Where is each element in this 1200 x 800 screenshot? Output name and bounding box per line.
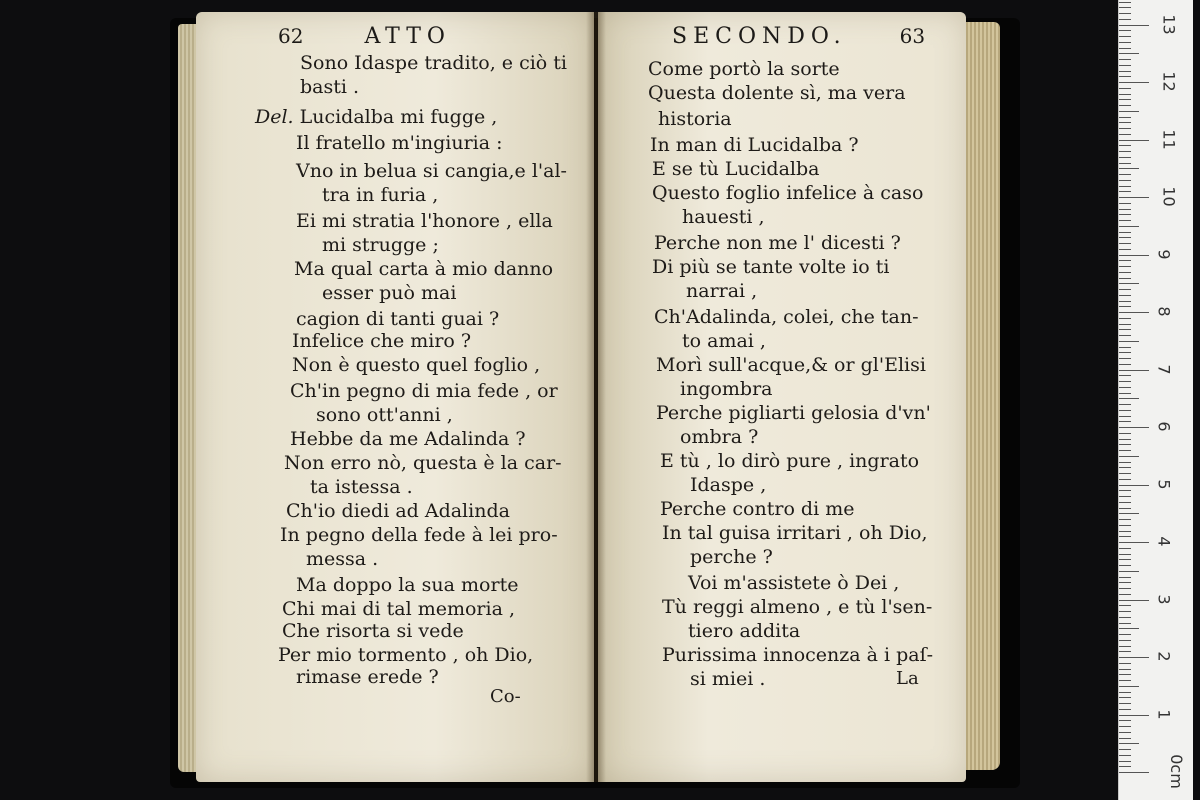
ruler-tick bbox=[1119, 36, 1131, 37]
ruler-tick bbox=[1119, 306, 1131, 307]
ruler-tick bbox=[1119, 163, 1131, 164]
ruler-tick bbox=[1119, 13, 1131, 14]
verse-text: Di più se tante volte io ti bbox=[652, 256, 890, 278]
verse-text: cagion di tanti guai ? bbox=[296, 308, 500, 330]
ruler-tick bbox=[1119, 249, 1131, 250]
text-line bbox=[290, 380, 558, 402]
ruler-tick bbox=[1119, 370, 1149, 371]
page-number-right: 63 bbox=[899, 24, 926, 48]
verse-text: Chi mai di tal memoria , bbox=[282, 598, 515, 620]
ruler-tick bbox=[1119, 76, 1131, 77]
catchword-left: Co- bbox=[490, 686, 521, 707]
ruler-tick bbox=[1119, 122, 1131, 123]
ruler-tick bbox=[1119, 680, 1131, 681]
ruler-tick bbox=[1119, 519, 1131, 520]
ruler-tick bbox=[1119, 174, 1131, 175]
ruler-tick bbox=[1119, 128, 1131, 129]
ruler-label: 9 bbox=[1154, 248, 1174, 260]
ruler-tick bbox=[1119, 703, 1131, 704]
ruler-label: 7 bbox=[1154, 363, 1174, 375]
ruler-tick bbox=[1119, 651, 1131, 652]
ruler-tick bbox=[1119, 381, 1131, 382]
ruler-tick bbox=[1119, 732, 1131, 733]
verse-text: Idaspe , bbox=[690, 474, 767, 496]
book-gutter bbox=[586, 12, 606, 782]
text-line bbox=[310, 476, 413, 498]
verse-text: Come portò la sorte bbox=[648, 58, 840, 80]
text-line bbox=[296, 666, 439, 688]
text-line bbox=[654, 232, 901, 254]
ruler-tick bbox=[1119, 508, 1131, 509]
text-line bbox=[296, 160, 567, 182]
ruler-tick bbox=[1119, 525, 1131, 526]
catchword-right: La bbox=[896, 668, 919, 689]
ruler-tick bbox=[1119, 220, 1131, 221]
ruler-tick bbox=[1119, 393, 1131, 394]
ruler-tick bbox=[1119, 197, 1149, 198]
ruler-tick bbox=[1119, 467, 1131, 468]
ruler-tick bbox=[1119, 571, 1139, 572]
right-page-header bbox=[672, 24, 925, 49]
verse-text: tra in furia , bbox=[322, 184, 439, 206]
text-line bbox=[294, 258, 553, 280]
ruler-tick bbox=[1119, 554, 1131, 555]
ruler-tick bbox=[1119, 761, 1131, 762]
ruler-tick bbox=[1119, 462, 1131, 463]
ruler-label: 1 bbox=[1154, 708, 1174, 720]
ruler-tick bbox=[1119, 243, 1131, 244]
ruler-tick bbox=[1119, 364, 1131, 365]
ruler-tick bbox=[1119, 548, 1131, 549]
ruler-tick bbox=[1119, 617, 1131, 618]
verse-text: Ch'io diedi ad Adalinda bbox=[286, 500, 510, 522]
text-line bbox=[662, 644, 933, 666]
ruler-tick bbox=[1119, 686, 1139, 687]
ruler-tick bbox=[1119, 186, 1131, 187]
ruler-tick bbox=[1119, 674, 1131, 675]
ruler-tick bbox=[1119, 628, 1139, 629]
verse-text: esser può mai bbox=[322, 282, 457, 304]
verse-text: ta istessa . bbox=[310, 476, 413, 498]
verse-text: Vno in belua si cangia,e l'al- bbox=[296, 160, 567, 182]
ruler-tick bbox=[1119, 2, 1131, 3]
verse-text: Hebbe da me Adalinda ? bbox=[290, 428, 526, 450]
text-line bbox=[300, 76, 359, 98]
ruler-tick bbox=[1119, 479, 1131, 480]
text-line bbox=[654, 306, 919, 328]
ruler-tick bbox=[1119, 145, 1131, 146]
ruler-tick bbox=[1119, 565, 1131, 566]
verse-text: Tù reggi almeno , e tù l'sen- bbox=[662, 596, 933, 618]
ruler-tick bbox=[1119, 404, 1131, 405]
ruler-tick bbox=[1119, 588, 1131, 589]
running-head-right: SECONDO. bbox=[672, 24, 847, 49]
verse-text: Ch'in pegno di mia fede , or bbox=[290, 380, 558, 402]
ruler-tick bbox=[1119, 692, 1131, 693]
verse-text: Perche non me l' dicesti ? bbox=[654, 232, 901, 254]
text-line bbox=[650, 134, 859, 156]
ruler-label: 8 bbox=[1154, 306, 1174, 317]
ruler-tick bbox=[1119, 214, 1131, 215]
text-line bbox=[278, 644, 533, 666]
ruler-tick bbox=[1119, 485, 1149, 486]
ruler-tick bbox=[1119, 191, 1131, 192]
ruler-label: 11 bbox=[1159, 128, 1179, 150]
verse-text: Sono Idaspe tradito, e ciò ti bbox=[300, 52, 567, 74]
text-line bbox=[290, 428, 526, 450]
text-line bbox=[652, 158, 819, 180]
ruler-tick bbox=[1119, 19, 1131, 20]
text-line bbox=[300, 52, 567, 74]
ruler-tick bbox=[1119, 375, 1131, 376]
text-line bbox=[682, 206, 765, 228]
text-line bbox=[296, 308, 499, 330]
text-line bbox=[656, 354, 926, 376]
text-line bbox=[296, 132, 503, 154]
ruler-tick bbox=[1119, 82, 1149, 83]
ruler-tick bbox=[1119, 623, 1131, 624]
ruler-tick bbox=[1119, 105, 1131, 106]
text-line bbox=[652, 182, 923, 204]
ruler-tick bbox=[1119, 738, 1131, 739]
ruler-tick bbox=[1119, 715, 1149, 716]
text-line bbox=[686, 280, 757, 302]
ruler-label: 12 bbox=[1159, 71, 1179, 92]
ruler-tick bbox=[1119, 439, 1131, 440]
ruler-tick bbox=[1119, 318, 1131, 319]
verse-text: Ma doppo la sua morte bbox=[296, 574, 519, 596]
text-line bbox=[306, 548, 378, 570]
verse-text: perche ? bbox=[690, 546, 773, 568]
ruler-tick bbox=[1119, 749, 1131, 750]
ruler-tick bbox=[1119, 450, 1131, 451]
ruler-tick bbox=[1119, 669, 1131, 670]
ruler-tick bbox=[1119, 324, 1131, 325]
verse-text: basti . bbox=[300, 76, 360, 98]
text-line bbox=[282, 620, 464, 642]
ruler-label: 6 bbox=[1154, 421, 1174, 432]
ruler-label: 10 bbox=[1159, 186, 1179, 207]
ruler-tick bbox=[1119, 237, 1131, 238]
ruler-tick bbox=[1119, 720, 1131, 721]
ruler-tick bbox=[1119, 289, 1131, 290]
text-line bbox=[286, 500, 510, 522]
ruler-label: 2 bbox=[1154, 651, 1174, 662]
verse-text: In pegno della fede à lei pro- bbox=[280, 524, 558, 546]
ruler-tick bbox=[1119, 255, 1149, 256]
text-line bbox=[658, 108, 732, 130]
ruler-tick bbox=[1119, 766, 1131, 767]
ruler-tick bbox=[1119, 341, 1139, 342]
ruler-tick bbox=[1119, 88, 1131, 89]
text-line bbox=[688, 620, 800, 642]
ruler-tick bbox=[1119, 456, 1139, 457]
text-line bbox=[322, 234, 439, 256]
verse-text: sono ott'anni , bbox=[316, 404, 453, 426]
ruler-tick bbox=[1119, 168, 1139, 169]
text-line bbox=[284, 452, 562, 474]
ruler-tick bbox=[1119, 151, 1131, 152]
ruler-tick bbox=[1119, 295, 1131, 296]
ruler-tick bbox=[1119, 490, 1131, 491]
verse-text: E tù , lo dirò pure , ingrato bbox=[660, 450, 920, 472]
verse-text: Morì sull'acque,& or gl'Elisi bbox=[656, 354, 926, 376]
ruler-tick bbox=[1119, 536, 1131, 537]
ruler-tick bbox=[1119, 559, 1131, 560]
ruler-tick bbox=[1119, 134, 1131, 135]
ruler-tick bbox=[1119, 278, 1131, 279]
verse-text: Non erro nò, questa è la car- bbox=[284, 452, 562, 474]
ruler-label: 13 bbox=[1159, 13, 1179, 35]
ruler-tick bbox=[1119, 634, 1131, 635]
verse-text: ombra ? bbox=[680, 426, 759, 448]
verse-text: In tal guisa irritari , oh Dio, bbox=[662, 522, 928, 544]
verse-text: Ma qual carta à mio danno bbox=[294, 258, 554, 280]
left-page-header bbox=[278, 24, 451, 49]
verse-text: to amai , bbox=[682, 330, 766, 352]
ruler-tick bbox=[1119, 42, 1131, 43]
verse-text: si miei . bbox=[690, 668, 766, 690]
ruler-label: 5 bbox=[1154, 478, 1174, 490]
ruler-tick bbox=[1119, 352, 1131, 353]
verse-text: ingombra bbox=[680, 378, 773, 400]
ruler-tick bbox=[1119, 427, 1149, 428]
ruler-label: 3 bbox=[1154, 593, 1174, 605]
text-line bbox=[660, 498, 854, 520]
text-line bbox=[316, 404, 453, 426]
ruler-tick bbox=[1119, 335, 1131, 336]
ruler-tick bbox=[1119, 59, 1131, 60]
text-line bbox=[652, 256, 889, 278]
ruler-tick bbox=[1119, 266, 1131, 267]
measuring-ruler bbox=[1118, 0, 1193, 800]
verse-text: Lucidalba mi fugge , bbox=[299, 106, 498, 128]
text-line bbox=[680, 378, 773, 400]
ruler-tick bbox=[1119, 48, 1131, 49]
verse-text: Il fratello m'ingiuria : bbox=[296, 132, 503, 154]
verse-text: Per mio tormento , oh Dio, bbox=[278, 644, 534, 666]
text-line bbox=[690, 474, 766, 496]
ruler-tick bbox=[1119, 755, 1131, 756]
ruler-tick bbox=[1119, 157, 1131, 158]
verse-text: historia bbox=[658, 108, 732, 130]
ruler-tick bbox=[1119, 496, 1131, 497]
verse-text: narrai , bbox=[686, 280, 758, 302]
verse-text: Perche contro di me bbox=[660, 498, 855, 520]
ruler-tick bbox=[1119, 410, 1131, 411]
ruler-label: 4 bbox=[1154, 536, 1174, 547]
ruler-tick bbox=[1119, 358, 1131, 359]
verse-text: In man di Lucidalba ? bbox=[650, 134, 859, 156]
ruler-tick bbox=[1119, 421, 1131, 422]
ruler-tick bbox=[1119, 582, 1131, 583]
ruler-tick bbox=[1119, 697, 1131, 698]
ruler-tick bbox=[1119, 30, 1131, 31]
ruler-tick bbox=[1119, 111, 1139, 112]
ruler-tick bbox=[1119, 180, 1131, 181]
ruler-tick bbox=[1119, 646, 1131, 647]
verse-text: Purissima innocenza à i paſ- bbox=[662, 644, 934, 666]
ruler-tick bbox=[1119, 71, 1131, 72]
ruler-tick bbox=[1119, 65, 1131, 66]
ruler-tick bbox=[1119, 117, 1131, 118]
verse-text: Questo foglio infelice à caso bbox=[652, 182, 924, 204]
ruler-tick bbox=[1119, 329, 1131, 330]
ruler-tick bbox=[1119, 605, 1131, 606]
ruler-tick bbox=[1119, 473, 1131, 474]
ruler-tick bbox=[1119, 577, 1131, 578]
ruler-tick bbox=[1119, 433, 1131, 434]
ruler-tick bbox=[1119, 398, 1139, 399]
ruler-tick bbox=[1119, 772, 1149, 773]
ruler-tick bbox=[1119, 99, 1131, 100]
text-line bbox=[656, 402, 931, 424]
text-line bbox=[322, 282, 456, 304]
verse-text: mi strugge ; bbox=[322, 234, 439, 256]
ruler-tick bbox=[1119, 140, 1149, 141]
verse-text: Perche pigliarti gelosia d'vn' bbox=[656, 402, 931, 424]
ruler-tick bbox=[1119, 513, 1139, 514]
verse-text: Che risorta si vede bbox=[282, 620, 464, 642]
ruler-tick bbox=[1119, 657, 1149, 658]
text-line bbox=[660, 450, 919, 472]
ruler-tick bbox=[1119, 663, 1131, 664]
verse-text: Non è questo quel foglio , bbox=[292, 354, 541, 376]
verse-text: rimase erede ? bbox=[296, 666, 439, 688]
verse-text: messa . bbox=[306, 548, 379, 570]
text-line bbox=[690, 546, 773, 568]
ruler-tick bbox=[1119, 232, 1131, 233]
ruler-tick bbox=[1119, 272, 1131, 273]
ruler-tick bbox=[1119, 283, 1139, 284]
ruler-tick bbox=[1119, 94, 1131, 95]
text-line bbox=[282, 598, 515, 620]
ruler-tick bbox=[1119, 312, 1149, 313]
ruler-tick bbox=[1119, 640, 1131, 641]
verse-text: Infelice che miro ? bbox=[292, 330, 472, 352]
text-line bbox=[690, 668, 765, 690]
text-line bbox=[292, 330, 471, 352]
ruler-tick bbox=[1119, 347, 1131, 348]
text-line bbox=[296, 574, 518, 596]
ruler-tick bbox=[1119, 226, 1139, 227]
right-page bbox=[598, 12, 966, 782]
ruler-tick bbox=[1119, 726, 1131, 727]
text-line bbox=[680, 426, 758, 448]
ruler-tick bbox=[1119, 25, 1149, 26]
ruler-tick bbox=[1119, 611, 1131, 612]
verse-text: E se tù Lucidalba bbox=[652, 158, 820, 180]
ruler-tick bbox=[1119, 743, 1139, 744]
ruler-tick bbox=[1119, 387, 1131, 388]
text-line bbox=[662, 596, 932, 618]
text-line bbox=[255, 106, 497, 128]
ruler-tick bbox=[1119, 542, 1149, 543]
ruler-tick bbox=[1119, 7, 1131, 8]
text-line bbox=[296, 210, 553, 232]
ruler-tick bbox=[1119, 260, 1131, 261]
ruler-tick bbox=[1119, 531, 1131, 532]
ruler-tick bbox=[1119, 301, 1131, 302]
verse-text: Ch'Adalinda, colei, che tan- bbox=[654, 306, 919, 328]
ruler-tick bbox=[1119, 502, 1131, 503]
text-line bbox=[648, 82, 906, 104]
page-number-left: 62 bbox=[278, 24, 304, 48]
text-line bbox=[688, 572, 899, 594]
text-line bbox=[662, 522, 928, 544]
verse-text: Questa dolente sì, ma vera bbox=[648, 82, 906, 104]
speaker-label: Del. bbox=[255, 106, 294, 128]
ruler-tick bbox=[1119, 444, 1131, 445]
ruler-tick bbox=[1119, 53, 1139, 54]
text-line bbox=[648, 58, 840, 80]
ruler-tick bbox=[1119, 209, 1131, 210]
ruler-tick bbox=[1119, 594, 1131, 595]
text-line bbox=[682, 330, 766, 352]
text-line bbox=[280, 524, 558, 546]
verse-text: tiero addita bbox=[688, 620, 801, 642]
ruler-tick bbox=[1119, 709, 1131, 710]
ruler-tick bbox=[1119, 600, 1149, 601]
text-line bbox=[322, 184, 438, 206]
verse-text: Ei mi stratia l'honore , ella bbox=[296, 210, 553, 232]
text-line bbox=[292, 354, 540, 376]
verse-text: Voi m'assistete ò Dei , bbox=[688, 572, 900, 594]
ruler-label: 0cm bbox=[1166, 754, 1186, 789]
verse-text: hauesti , bbox=[682, 206, 765, 228]
ruler-tick bbox=[1119, 416, 1131, 417]
ruler-tick bbox=[1119, 203, 1131, 204]
running-head-left: ATTO bbox=[364, 24, 451, 49]
